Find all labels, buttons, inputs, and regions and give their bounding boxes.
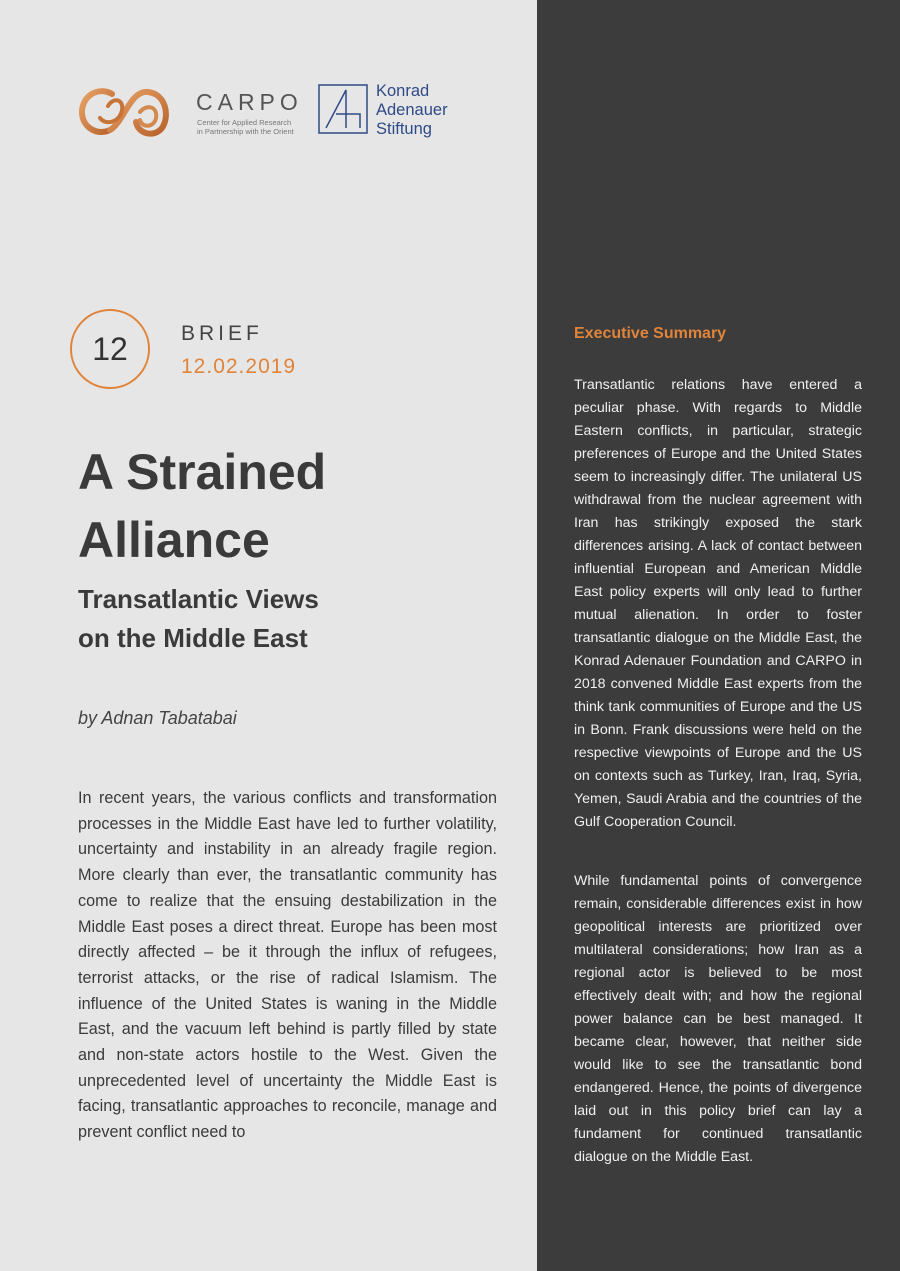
kas-wordmark-line3: Stiftung (376, 120, 432, 138)
kas-wordmark-line2: Adenauer (376, 101, 448, 119)
brief-date: 12.02.2019 (181, 355, 297, 378)
brief-label: BRIEF (181, 322, 263, 345)
kas-logo-mark-icon (318, 84, 368, 134)
page-title (78, 438, 518, 574)
intro-body-text: In recent years, the various conflicts and transformation processes in the Middle East have led to further volatility, uncertainty and instability in an already fragile region. More clearly than ever, the transatlantic community has come to realize that the ensuing destabilization in the Middle East poses a direct threat. Europe has been most directly affected – be it through the influx of refugees, terrorist attacks, or the rise of radical Islamism. The influence of the United States is waning in the Middle East, and the vacuum left behind is partly filled by state and non-state actors hostile to the West. Given the unprecedented level of uncertainty the Middle East is facing, transatlantic approaches to reconcile, manage and prevent conflict need to (78, 789, 497, 1142)
subtitle-line-1: Transatlantic Views (78, 584, 319, 614)
executive-summary-paragraph-2: While fundamental points of convergence remain, considerable differences exist in how geopolitical interests are prioritized over multilateral considerations; how Iran as a regional actor is believed to be most effectively dealt with; and how the regional power balance can be best managed. It became clear, however, that neither side would like to see the transatlantic bond endangered. Hence, the points of divergence laid out in this policy brief can lay a fundament for continued transatlantic dialogue on the Middle East. (574, 873, 862, 1165)
carpo-logo-mark-icon (78, 82, 186, 142)
kas-wordmark (376, 82, 448, 139)
kas-logo (318, 82, 468, 138)
executive-summary-heading: Executive Summary (574, 325, 727, 342)
carpo-tagline-line2: in Partnership with the Orient (197, 127, 294, 136)
kas-wordmark-line1: Konrad (376, 82, 430, 100)
subtitle-line-2: on the Middle East (78, 623, 308, 653)
brief-number-badge: 12 (70, 309, 150, 389)
author-byline: by Adnan Tabatabai (78, 708, 237, 728)
title-line-2: Alliance (78, 512, 270, 568)
carpo-name: CARPO (196, 89, 303, 115)
carpo-logo (78, 82, 303, 142)
carpo-tagline-line1: Center for Applied Research (197, 118, 292, 127)
title-line-1: A Strained (78, 444, 327, 500)
page-subtitle (78, 580, 518, 658)
executive-summary-paragraph-1: Transatlantic relations have entered a peculiar phase. With regards to Middle Eastern conflicts, in particular, strategic preferences of Europe and the United States seem to increasingly differ. The unilateral US withdrawal from the nuclear agreement with Iran has strikingly exposed the stark differences arising. A lack of contact between influential European and American Middle East policy experts will only lead to further mutual alienation. In order to foster transatlantic dialogue on the Middle East, the Konrad Adenauer Foundation and CARPO in 2018 convened Middle East experts from the think tank communities of Europe and the US in Bonn. Frank discussions were held on the respective viewpoints of Europe and the US on contexts such as Turkey, Iran, Iraq, Syria, Yemen, Saudi Arabia and the countries of the Gulf Cooperation Council. (574, 377, 862, 830)
carpo-tagline (197, 118, 294, 136)
